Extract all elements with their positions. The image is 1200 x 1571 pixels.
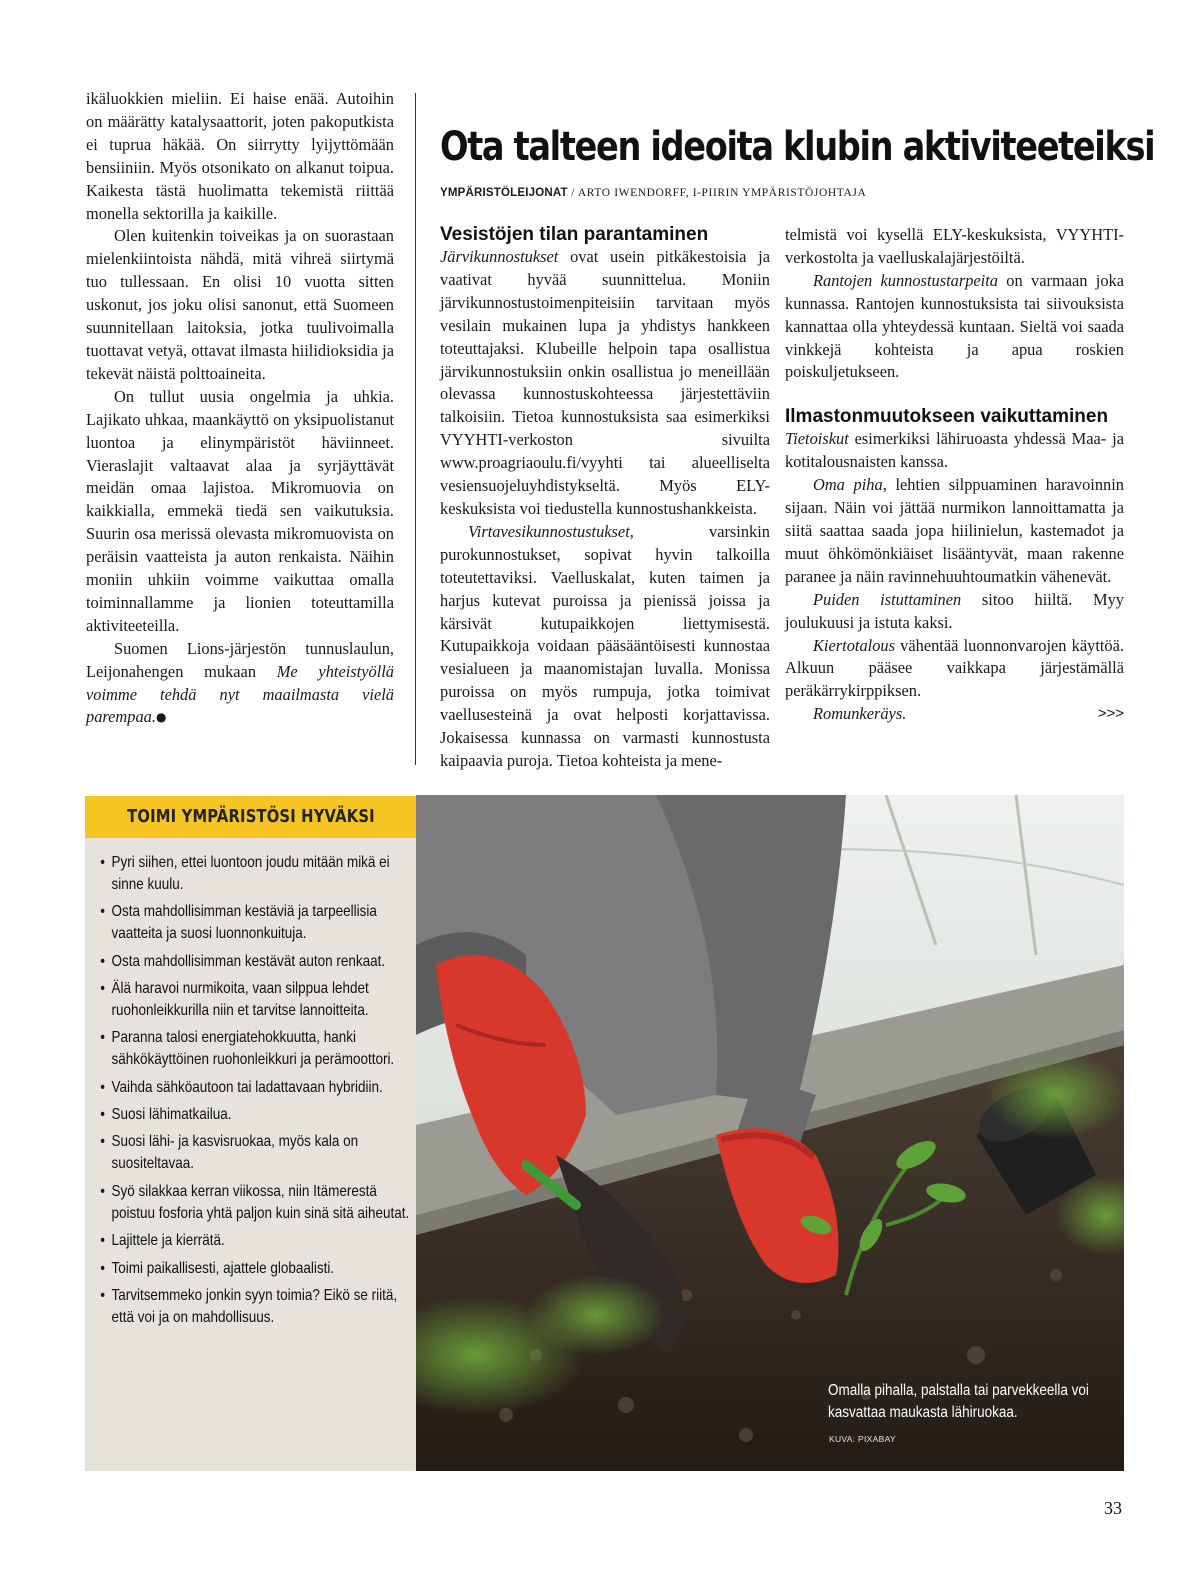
author: ARTO IWENDORFF, I-PIIRIN YMPÄRISTÖJOHTAJA [577,187,867,199]
paragraph [785,703,1124,726]
subheading: Vesistöjen tilan parantaminen [440,224,709,245]
list-item: • Syö silakkaa kerran viikossa, niin Itämerestä poistuu fosforia yhtä paljon kuin sinä sitä aiheutat. [102,1181,412,1225]
list-item: • Tarvitsemmeko jonkin syyn toimia? Eikö se riitä, että voi ja on mahdollisuus. [102,1285,412,1329]
column-divider [415,93,416,765]
list-item: • Suosi lähi- ja kasvisruokaa, myös kala on suositeltavaa. [102,1131,412,1175]
paragraph [785,474,1124,589]
list-item: • Paranna talosi energiatehokkuutta, hanki sähkökäyttöinen ruohonleikkuri ja perämoottori. [102,1027,412,1071]
list-item: • Älä haravoi nurmikoita, vaan silppua lehdet ruohonleikkurilla niin et tarvitse lannoitteita. [102,978,412,1022]
end-mark: ● [155,710,167,725]
paragraph: telmistä voi kysellä ELY-keskuksista, VYYHTI-verkostolta ja vaelluskalajärjestöiltä. [785,225,1124,267]
motto-italic: Me yhteistyöllä voimme tehdä nyt maailmasta vielä parempaa. [86,661,394,727]
gardening-illustration [416,795,1124,1471]
paragraph-text: esimerkiksi lähiruoasta yhdessä Maa- ja kotitalousnaisten kanssa. [785,429,1124,472]
right-article-column [785,224,1124,726]
list-item: • Osta mahdollisimman kestävät auton renkaat. [102,951,412,973]
list-item: • Lajittele ja kierrätä. [102,1230,412,1252]
paragraph [785,589,1124,635]
list-item: • Suosi lähimatkailua. [102,1104,412,1126]
paragraph [785,428,1124,474]
topic-italic: Oma piha [813,475,883,495]
caption-text: Omalla pihalla, palstalla tai parvekkeella voi kasvattaa maukasta lähiruokaa. [828,1382,1089,1421]
topic-italic: Rantojen kunnostustarpeita [813,270,998,290]
topic-italic: Virtavesikunnostustukset [468,521,630,541]
byline [440,187,1130,199]
byline-separator: / [571,187,576,199]
photo-credit: KUVA: PIXABAY [829,1434,896,1444]
topic-italic: Kiertotalous [813,635,895,655]
paragraph-text: sitoo hiiltä. Myy joulukuusi ja istuta kaksi. [785,589,1124,632]
paragraph-text: vähentää luonnonvarojen käyttöä. Alkuun pääsee vaikkapa järjestämällä peräkärrykirppiksen. [785,635,1124,701]
topic-italic: Puiden istuttaminen [813,589,962,609]
paragraph-text: Suomen Lions-järjestön tunnuslaulun, Leijonahengen mukaan [86,638,394,681]
topic-italic: Järvikunnostukset [440,247,559,266]
list-item: • Vaihda sähköautoon tai ladattavaan hybridiin. [102,1077,412,1099]
left-article-column [86,88,394,729]
page-number: 33 [1104,1498,1122,1518]
paragraph [86,638,394,730]
gardening-photo [416,795,1124,1471]
paragraph [785,270,1124,385]
paragraph [785,635,1124,704]
paragraph-text: on varmaan joka kunnassa. Rantojen kunnostuksista tai siivouksista kannattaa olla yhteydessä kuntaan. Sieltä voi saada vinkkejä kohteista ja apua roskien poiskuljetukseen. [785,270,1124,382]
paragraph [440,521,770,773]
tips-sidebar [85,796,416,1471]
continued-marker: >>> [1097,705,1124,723]
article-headline: Ota talteen ideoita klubin aktiviteeteiksi [440,124,1155,170]
section-name: YMPÄRISTÖLEIJONAT [440,187,568,199]
sidebar-title-text: TOIMI YMPÄRISTÖSI HYVÄKSI [126,806,375,827]
paragraph-text: , lehtien silppuaminen haravoinnin sijaan. Näin voi jättää nurmikon lannoittamatta ja siitä saattaa saada jopa hiilinielun, kastemadot ja muut öhkömönkiäiset lisääntyvät, maan rakenne paranee ja näin ravinnehuuhtoumatkin vähenevät. [785,475,1124,586]
tips-list [85,838,416,1329]
topic-italic: Tietoiskut [785,429,849,449]
photo-caption [828,1380,1089,1423]
paragraph: Olen kuitenkin toiveikas ja on suorastaan mielenkiintoista nähdä, mitä vihreä siirtymä tuo tullessaan. En olisi 10 vuotta sitten uskonut, jos joku olisi sanonut, että Suomeen suunnitellaan laitoksia, jotka tuulivoimalla tuottavat vetyä, ottavat ilmasta hiilidioksidia ja tekevät näistä polttoaineita. [86,226,394,383]
paragraph-text: ovat usein pitkäkestoisia ja vaativat hyvää suunnittelua. Moniin järvikunnostustoimenpiteisiin tarvitaan myös vesilain mukainen lupa ja yhdistys hankkeen toteuttajaksi. Klubeille helpoin tapa osallistua järvikunnostuksiin onkin osallistua jo meneillään olevassa kunnostuskohteessa järjestettäviin talkoisiin. Tietoa kunnostuksista saa esimerkiksi VYYHTI-verkoston sivuilta www.proagriaoulu.fi/vyyhti tai alueelliselta vesiensuojeluyhdistykseltä. Myös ELY-keskuksista voi tiedustella kunnostushankkeista. [440,247,770,518]
paragraph-text: , varsinkin purokunnostukset, sopivat hyvin talkoilla toteutettaviksi. Vaelluskalat, kuten taimen ja harjus kutevat puroissa ja pienissä joissa ja kärsivät kutupaikkojen liettymisestä. Kutupaikkoja voidaan pääsääntöisesti kunnostaa vesialueen ja maanomistajan luvalla. Monissa puroissa on myös rumpuja, jotka toimivat vaellusesteinä ja ovat helposti korjattavissa. Jokaisessa kunnassa on varmasti kunnostusta kaipaavia puroja. Tietoa kohteista ja mene- [440,521,770,770]
paragraph: On tullut uusia ongelmia ja uhkia. Lajikato uhkaa, maankäyttö on yksipuolistanut luontoa ja elinympäristöt häviinneet. Vieraslajit valtaavat alaa ja syrjäyttävät meidän omaa lajistoa. Mikromuovia on kaikkialla, emmekä tiedä sen vaikutuksia. Suurin osa merissä olevasta mikromuovista on peräisin vaatteista ja auton renkaista. Näihin moniin uhkiin voimme vaikuttaa omalla toiminnallamme ja lionien toteuttamilla aktiviteeteilla. [86,386,394,635]
list-item: • Toimi paikallisesti, ajattele globaalisti. [102,1258,412,1280]
subheading: Ilmastonmuutokseen vaikuttaminen [785,406,1109,428]
paragraph [440,246,770,521]
sidebar-title [85,796,416,838]
paragraph: ikäluokkien mieliin. Ei haise enää. Autoihin on määrätty katalysaattorit, joten pakoputkista ei tuprua häkää. On siirrytty lyijyttömään bensiiniin. Myös otsonikato on alkanut toipua. Kaikesta tästä huolimatta tekemistä riittää monella sektorilla ja kaikille. [86,89,394,223]
list-item: • Pyri siihen, ettei luontoon joudu mitään mikä ei sinne kuulu. [102,852,412,896]
list-item: • Osta mahdollisimman kestäviä ja tarpeellisia vaatteita ja suosi luonnonkuituja. [102,901,412,945]
middle-article-column [440,224,770,773]
topic-italic: Romunkeräys. [813,704,907,724]
